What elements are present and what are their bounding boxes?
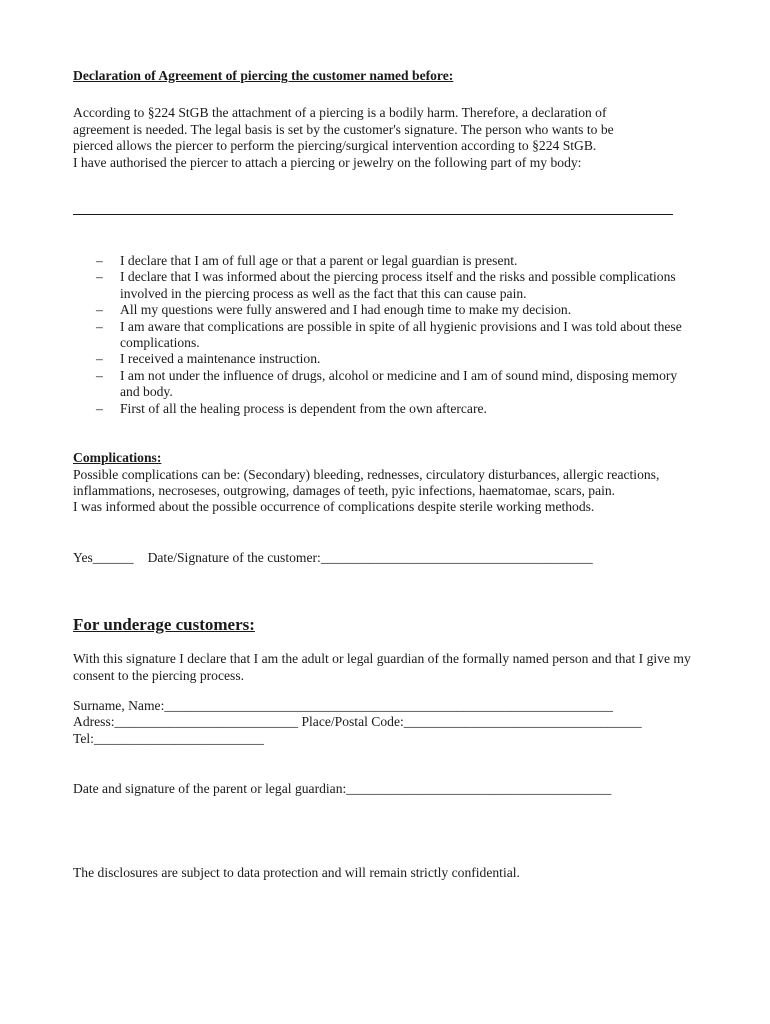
declaration-text: I declare that I was informed about the piercing process itself and the risks and possible complications involved in the piercing process as well as the fact that this can cause pain. xyxy=(120,269,676,301)
customer-signature-field[interactable]: Date/Signature of the customer:________________________________________ xyxy=(147,549,593,565)
declaration-list xyxy=(73,253,695,417)
address-field[interactable]: Adress:___________________________ Place/Postal Code:___________________________________ xyxy=(73,714,642,730)
dash-bullet: – xyxy=(96,269,103,285)
intro-line: I have authorised the piercer to attach a piercing or jewelry on the following part of my body: xyxy=(73,154,582,170)
body-part-field[interactable] xyxy=(73,214,673,215)
complications-title: Complications: xyxy=(73,450,162,466)
underage-text: With this signature I declare that I am the adult or legal guardian of the formally named person and that I give my consent to the piercing process. xyxy=(73,651,691,683)
declaration-item xyxy=(73,269,695,302)
intro-line: According to §224 StGB the attachment of a piercing is a bodily harm. Therefore, a declaration of xyxy=(73,105,607,121)
declaration-item xyxy=(73,319,695,352)
dash-bullet: – xyxy=(96,400,103,416)
complications-text: Possible complications can be: (Secondary) bleeding, rednesses, circulatory disturbances, allergic reactions, inflammations, necroseses, outgrowing, damages of teeth, pyic infections, haematomae, scars, pain. xyxy=(73,466,660,498)
consent-signature-row xyxy=(73,550,695,566)
declaration-item xyxy=(73,302,695,318)
yes-field[interactable]: Yes______ xyxy=(73,549,134,565)
declaration-text: First of all the healing process is dependent from the own aftercare. xyxy=(120,400,487,416)
intro-line: agreement is needed. The legal basis is set by the customer's signature. The person who wants to be xyxy=(73,121,614,137)
dash-bullet: – xyxy=(96,318,103,334)
declaration-text: I am not under the influence of drugs, alcohol or medicine and I am of sound mind, disposing memory and body. xyxy=(120,367,678,400)
dash-bullet: – xyxy=(96,253,103,269)
declaration-text: I am aware that complications are possible in spite of all hygienic provisions and I was told about these complications. xyxy=(120,318,682,351)
dash-bullet: – xyxy=(96,367,103,383)
underage-heading: For underage customers: xyxy=(73,615,255,635)
declaration-text: I declare that I am of full age or that a parent or legal guardian is present. xyxy=(120,253,518,269)
data-protection-note: The disclosures are subject to data protection and will remain strictly confidential. xyxy=(73,864,520,880)
parent-signature-field[interactable]: Date and signature of the parent or legal guardian:_______________________________________ xyxy=(73,781,612,797)
complications-note: I was informed about the possible occurrence of complications despite sterile working methods. xyxy=(73,499,595,515)
surname-field[interactable]: Surname, Name:__________________________________________________________________ xyxy=(73,697,613,713)
page-title: Declaration of Agreement of piercing the customer named before: xyxy=(73,68,454,83)
intro-paragraph xyxy=(73,105,695,171)
declaration-item xyxy=(73,351,695,367)
declaration-text: I received a maintenance instruction. xyxy=(120,351,321,367)
declaration-item xyxy=(73,253,695,269)
complications-section xyxy=(73,450,695,516)
form-page xyxy=(73,68,695,881)
declaration-text: All my questions were fully answered and I had enough time to make my decision. xyxy=(120,302,572,318)
declaration-item xyxy=(73,368,695,401)
dash-bullet: – xyxy=(96,351,103,367)
tel-field[interactable]: Tel:_________________________ xyxy=(73,730,264,746)
intro-line: pierced allows the piercer to perform the piercing/surgical intervention according to §224 StGB. xyxy=(73,138,597,154)
guardian-contact-fields xyxy=(73,698,695,747)
dash-bullet: – xyxy=(96,302,103,318)
declaration-item xyxy=(73,401,695,417)
